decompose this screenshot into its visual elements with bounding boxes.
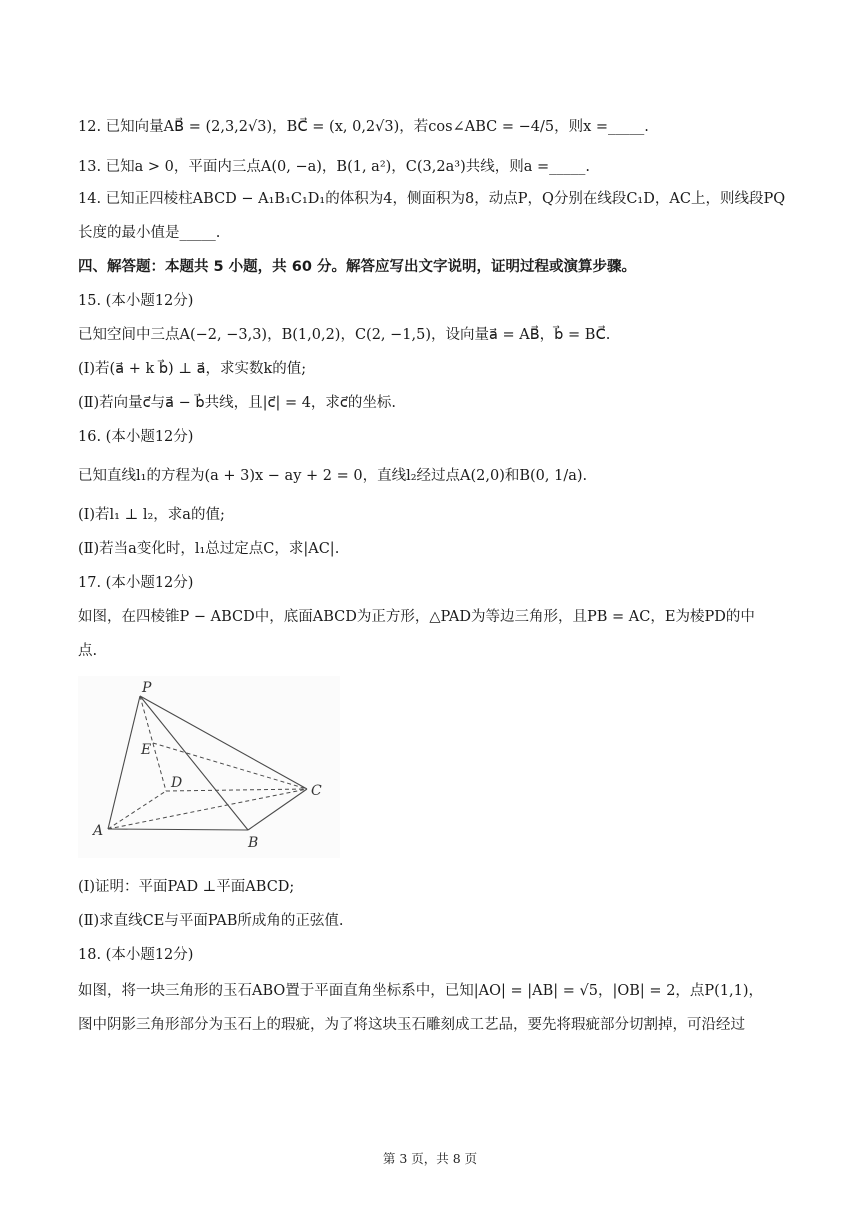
- question-15-header: 15. (本小题12分): [78, 293, 194, 309]
- label-B: B: [248, 835, 259, 851]
- question-17-part-1: (Ⅰ)证明：平面PAD ⊥平面ABCD;: [78, 879, 295, 895]
- question-15-part-1: (Ⅰ)若(a⃗ + k b⃗) ⊥ a⃗，求实数k的值;: [78, 361, 307, 377]
- question-12: 12. 已知向量AB⃗ = (2,3,2√3)，BC⃗ = (x, 0,2√3)，若cos∠ABC = −4/5，则x =_____.: [78, 119, 649, 135]
- question-14-continued: 长度的最小值是_____.: [78, 225, 221, 241]
- question-16-header: 16. (本小题12分): [78, 429, 194, 445]
- question-16-stem: 已知直线l₁的方程为(a + 3)x − ay + 2 = 0，直线l₂经过点A(2,0)和B(0, 1/a).: [78, 468, 588, 484]
- question-14: 14. 已知正四棱柱ABCD − A₁B₁C₁D₁的体积为4，侧面积为8，动点P，Q分别在线段C₁D，AC上，则线段PQ: [78, 191, 786, 207]
- question-16-part-2: (Ⅱ)若当a变化时，l₁总过定点C，求|AC|.: [78, 541, 340, 557]
- question-16-part-1: (Ⅰ)若l₁ ⊥ l₂，求a的值;: [78, 507, 225, 523]
- question-17-header: 17. (本小题12分): [78, 575, 194, 591]
- question-15-stem: 已知空间中三点A(−2, −3,3)，B(1,0,2)，C(2, −1,5)，设向量a⃗ = AB⃗，b⃗ = BC⃗.: [78, 327, 611, 343]
- page-footer: 第 3 页，共 8 页: [382, 1151, 478, 1166]
- label-P: P: [142, 680, 152, 696]
- question-13: 13. 已知a > 0，平面内三点A(0, −a)，B(1, a²)，C(3,2a³)共线，则a =_____.: [78, 159, 590, 175]
- question-15-part-2: (Ⅱ)若向量c⃗与a⃗ − b⃗共线，且|c⃗| = 4，求c⃗的坐标.: [78, 395, 397, 411]
- question-18-stem: 如图，将一块三角形的玉石ABO置于平面直角坐标系中，已知|AO| = |AB| = √5，|OB| = 2，点P(1,1)，: [78, 983, 764, 999]
- label-D: D: [171, 775, 183, 791]
- question-17-stem: 如图，在四棱锥P − ABCD中，底面ABCD为正方形，△PAD为等边三角形，且PB = AC，E为棱PD的中: [78, 609, 755, 625]
- label-E: E: [141, 742, 152, 758]
- section-heading: 四、解答题：本题共 5 小题，共 60 分。解答应写出文字说明，证明过程或演算步骤。: [78, 259, 636, 275]
- pyramid-figure: [78, 676, 340, 858]
- label-C: C: [311, 783, 322, 799]
- label-A: A: [93, 823, 104, 839]
- question-18-header: 18. (本小题12分): [78, 947, 194, 963]
- question-17-part-2: (Ⅱ)求直线CE与平面PAB所成角的正弦值.: [78, 913, 344, 929]
- question-17-stem-continued: 点.: [78, 643, 98, 659]
- question-18-stem-continued: 图中阴影三角形部分为玉石上的瑕疵，为了将这块玉石雕刻成工艺品，要先将瑕疵部分切割掉，可沿经过: [78, 1017, 745, 1033]
